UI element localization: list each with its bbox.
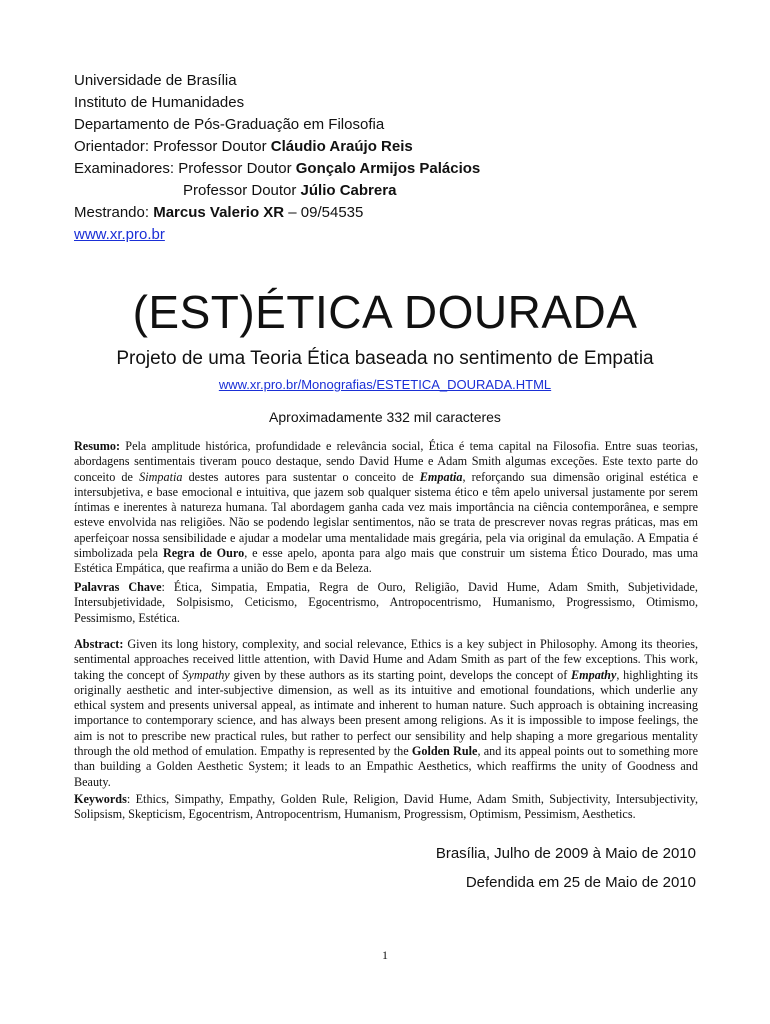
- resumo-text-1: Pela amplitude histórica, profundidade e relevância social, Ética é tema capital na Filosofia. Entre suas teorias, abordagens sentimentais tiveram pouco destaque, sendo David Hume e Adam Smith algumas exceções. Este texto parte do conceito de: [74, 439, 698, 484]
- resumo-text-4: , e esse apelo, aponta para algo mais que construir um sistema Ético Dourado, mas uma Estética Empática, que reafirma a união do Bem e da Beleza.: [74, 546, 698, 576]
- student-name: Marcus Valerio XR: [153, 204, 285, 221]
- resumo-empatia: Empatia: [419, 469, 463, 484]
- keywords-label: Keywords: [74, 792, 127, 806]
- department-line: Departamento de Pós-Graduação em Filosofia: [74, 116, 385, 133]
- abstract-empathy: Empathy: [571, 667, 617, 682]
- palavras-label: Palavras Chave: [74, 580, 162, 594]
- abstract-golden: Golden Rule: [411, 744, 478, 759]
- website-link[interactable]: www.xr.pro.br: [74, 226, 165, 243]
- website-line: [74, 224, 714, 246]
- advisor-line: [74, 136, 714, 158]
- keywords-paragraph: [74, 792, 698, 823]
- monograph-url-line: [0, 376, 770, 394]
- abstract-sympathy: Sympathy: [182, 667, 230, 682]
- abstract-text-4: , and its appeal points out to something more than building a Golden Aesthetic System; it leads to an Empathic Aesthetics, which reaffirms the unity of Goodness and Beauty.: [74, 744, 698, 789]
- monograph-link[interactable]: www.xr.pro.br/Monografias/ESTETICA_DOURADA.HTML: [218, 377, 552, 392]
- advisor-name: Cláudio Araújo Reis: [270, 138, 413, 155]
- examiner2-label: Professor Doutor: [183, 182, 301, 199]
- abstract-label: Abstract:: [74, 637, 124, 651]
- university-line: Universidade de Brasília: [74, 72, 237, 89]
- examiners-line: [74, 158, 714, 180]
- examiner2-name: Júlio Cabrera: [300, 182, 397, 199]
- institute-line: Instituto de Humanidades: [74, 94, 245, 111]
- abstract-text-3: , highlighting its originally aesthetic and inter-subjective dimension, as well as its intuitive and emotional foundations, which underlie any ethical system and presents universal appeal, as intimate and inherent to human nature. Such approach is obtaining increasing importance to contemporary science, and has always been present among religions. As it is impossible to impose feelings, the aim is not to prescribe new practical rules, but rather to perfect our sensibility and help shaping a more gregarious mentality through the old method of emulation. Empathy is represented by the: [74, 667, 698, 759]
- examiner2-line: [74, 180, 714, 202]
- abstract-text-1: Given its long history, complexity, and social relevance, Ethics is a key subject in Philosophy. Among its theories, sentimental approaches received little attention, with David Hume and Adam Smith as part of the few exceptions. This work, taking the concept of: [74, 637, 698, 682]
- page-number: 1: [382, 948, 388, 962]
- student-line: [74, 202, 714, 224]
- date-line: Brasília, Julho de 2009 à Maio de 2010: [435, 845, 696, 862]
- document-subtitle: Projeto de uma Teoria Ética baseada no sentimento de Empatia: [116, 348, 654, 369]
- document-title: (EST)ÉTICA DOURADA: [132, 286, 638, 338]
- resumo-simpatia: Simpatia: [139, 469, 183, 484]
- approx-characters: Aproximadamente 332 mil caracteres: [269, 409, 501, 425]
- resumo-text-2: destes autores para sustentar o conceito de: [182, 469, 420, 484]
- resumo-text-3: , reforçando sua dimensão original estética e intersubjetiva, e base emocional e intuitiva, que jazem sob qualquer sistema ético e têm apelo universal justamente por serem íntimas e inerentes à natureza humana. Tal abordagem ganha cada vez mais importância na ciência contemporânea, e sempre esteve envolvida nas religiões. Não se podendo legislar sentimentos, não se trata de prescrever novas regras práticas, mas em aperfeiçoar nossa sensibilidade e ajudar a modelar uma mentalidade mais gregária, pela via original da emulação. A Empatia é simbolizada pela: [74, 469, 699, 561]
- palavras-text: : Ética, Simpatia, Empatia, Regra de Ouro, Religião, David Hume, Adam Smith, Subjetividade, Intersubjetividade, Solpisismo, Ceticismo, Egocentrismo, Antropocentrismo, Humanismo, Progressismo, Otimismo, Pessimismo, Estética.: [74, 580, 698, 625]
- abstract-text-2: given by these authors as its starting point, develops the concept of: [229, 667, 571, 682]
- resumo-paragraph: [74, 439, 698, 577]
- keywords-text: : Ethics, Simpathy, Empathy, Golden Rule, Religion, David Hume, Adam Smith, Subjectivity, Intersubjectivity, Solipsism, Skepticism, Egocentrism, Antropocentrism, Humanism, Progressism, Optimism, Pessimism, Aesthetics.: [74, 792, 698, 822]
- examiner1-name: Gonçalo Armijos Palácios: [295, 160, 481, 177]
- examiners-label: Examinadores: Professor Doutor: [74, 160, 296, 177]
- resumo-label: Resumo:: [74, 439, 121, 453]
- defense-line: Defendida em 25 de Maio de 2010: [465, 874, 696, 891]
- header-block: [74, 70, 714, 246]
- abstract-paragraph: [74, 637, 698, 790]
- student-id: – 09/54535: [284, 204, 364, 221]
- palavras-chave-paragraph: [74, 580, 698, 626]
- advisor-label: Orientador: Professor Doutor: [74, 138, 271, 155]
- student-label: Mestrando:: [74, 204, 154, 221]
- resumo-regra: Regra de Ouro: [162, 546, 245, 561]
